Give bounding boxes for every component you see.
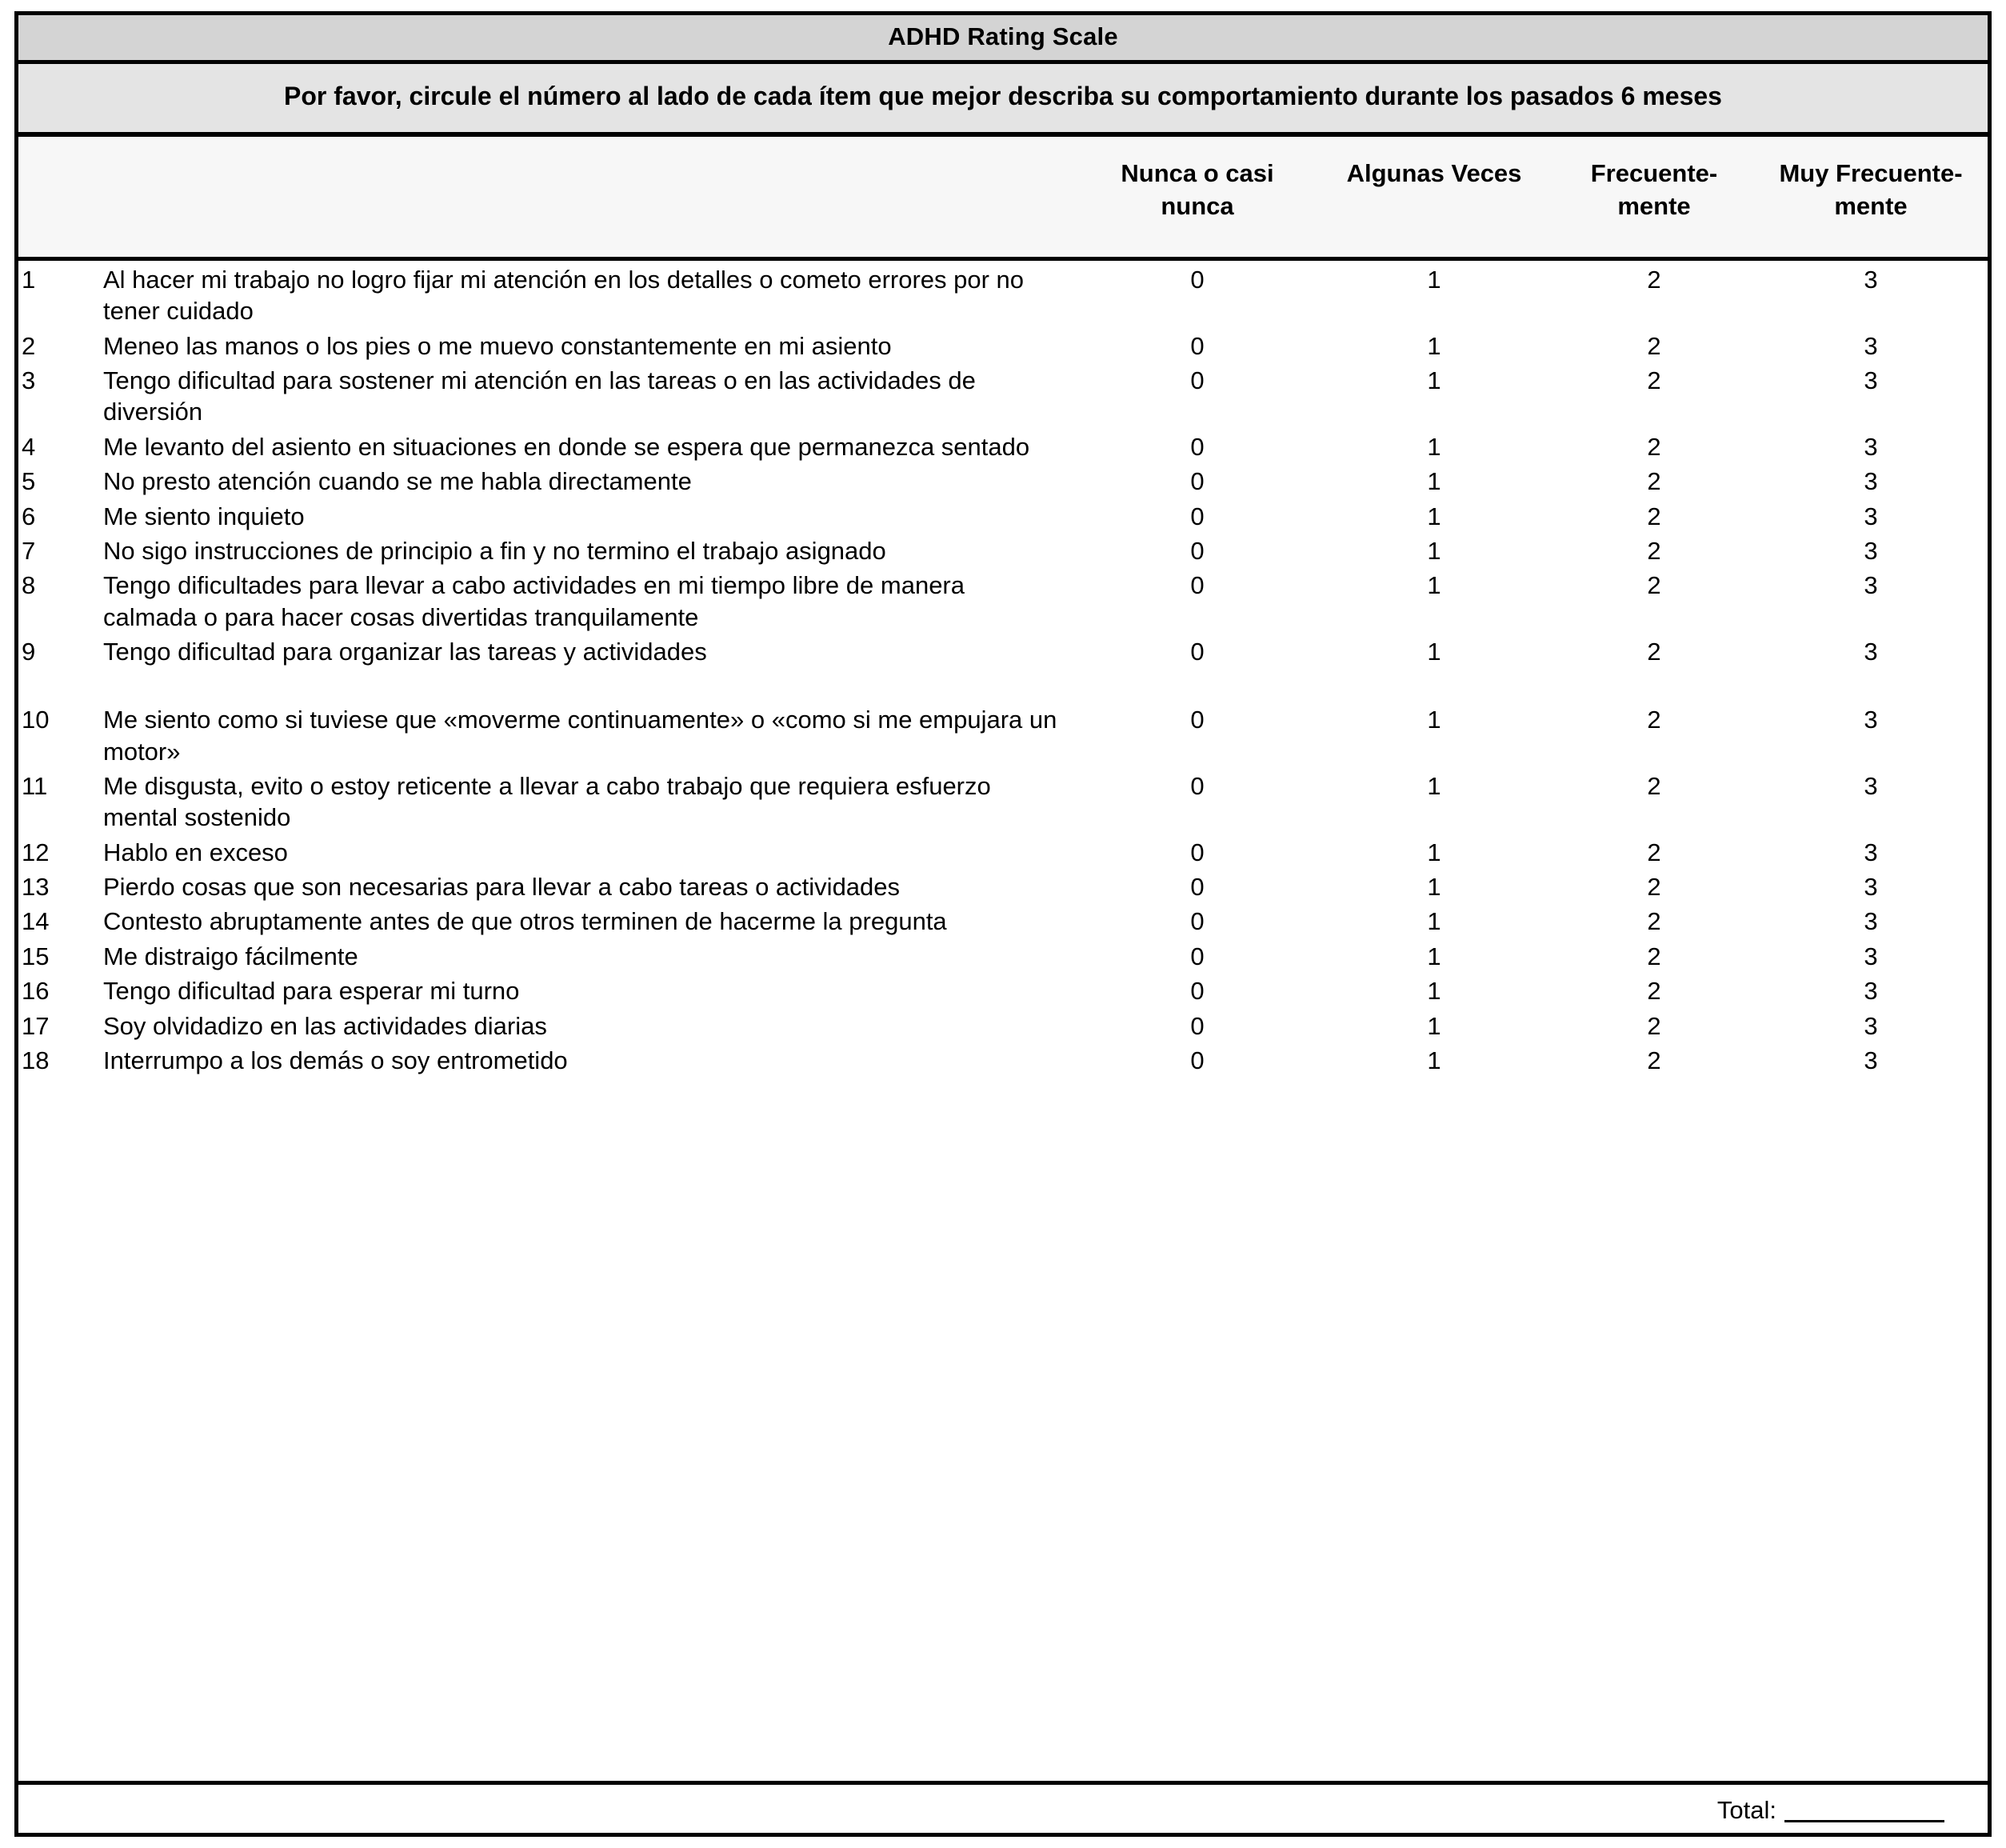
item-option-3[interactable]: 3 — [1864, 266, 1878, 294]
item-number: 15 — [22, 942, 50, 970]
item-number: 7 — [22, 536, 36, 565]
item-option-0[interactable]: 0 — [1190, 467, 1205, 496]
item-option-1[interactable]: 1 — [1427, 331, 1441, 360]
item-option-1[interactable]: 1 — [1427, 467, 1441, 496]
item-option-0[interactable]: 0 — [1190, 637, 1205, 666]
item-option-1[interactable]: 1 — [1427, 366, 1441, 395]
item-option-2[interactable]: 2 — [1647, 977, 1661, 1006]
item-row — [18, 363, 1988, 430]
item-option-1[interactable]: 1 — [1427, 873, 1441, 902]
item-option-1[interactable]: 1 — [1427, 1011, 1441, 1040]
item-option-0[interactable]: 0 — [1190, 266, 1205, 294]
item-number: 11 — [22, 772, 48, 801]
item-row — [18, 634, 1988, 702]
item-option-0[interactable]: 0 — [1190, 942, 1205, 970]
item-row — [18, 568, 1988, 634]
item-text: Hablo en exceso — [103, 838, 288, 866]
item-option-0[interactable]: 0 — [1190, 571, 1205, 600]
item-option-0[interactable]: 0 — [1190, 772, 1205, 801]
item-text: Tengo dificultades para llevar a cabo actividades en mi tiempo libre de manera calmada o para hacer cosas divertidas tranquilamente — [103, 571, 965, 631]
item-text: No presto atención cuando se me habla directamente — [103, 467, 692, 496]
item-row — [18, 430, 1988, 464]
item-option-3[interactable]: 3 — [1864, 467, 1878, 496]
item-row — [18, 1009, 1988, 1043]
item-option-2[interactable]: 2 — [1647, 331, 1661, 360]
item-option-2[interactable]: 2 — [1647, 706, 1661, 734]
item-number: 6 — [22, 502, 36, 530]
item-text: Me disgusta, evito o estoy reticente a llevar a cabo trabajo que requiera esfuerzo mental sostenido — [103, 772, 991, 832]
item-option-3[interactable]: 3 — [1864, 977, 1878, 1006]
item-number: 14 — [22, 907, 50, 936]
item-option-1[interactable]: 1 — [1427, 502, 1441, 530]
item-text: Tengo dificultad para sostener mi atención en las tareas o en las actividades de diversión — [103, 366, 976, 426]
item-row — [18, 499, 1988, 534]
column-header-never-line2: nunca — [1161, 191, 1234, 220]
total-label: Total: — [1716, 1796, 1776, 1824]
item-number: 9 — [22, 637, 36, 666]
header-number-spacer — [18, 137, 58, 257]
item-option-0[interactable]: 0 — [1190, 366, 1205, 395]
item-option-1[interactable]: 1 — [1427, 907, 1441, 936]
item-option-0[interactable]: 0 — [1190, 1011, 1205, 1040]
column-header-never-line1: Nunca o casi — [1121, 159, 1274, 187]
item-option-2[interactable]: 2 — [1647, 1046, 1661, 1074]
item-row — [18, 702, 1988, 769]
item-text: Al hacer mi trabajo no logro fijar mi atención en los detalles o cometo errores por no tener cuidado — [103, 266, 1025, 326]
item-row — [18, 769, 1988, 835]
item-number: 5 — [22, 467, 36, 496]
column-header-sometimes — [1314, 137, 1554, 257]
item-row — [18, 1043, 1988, 1078]
item-option-3[interactable]: 3 — [1864, 942, 1878, 970]
item-option-0[interactable]: 0 — [1190, 907, 1205, 936]
item-option-3[interactable]: 3 — [1864, 331, 1878, 360]
item-option-2[interactable]: 2 — [1647, 266, 1661, 294]
item-row — [18, 974, 1988, 1008]
item-option-2[interactable]: 2 — [1647, 467, 1661, 496]
item-option-3[interactable]: 3 — [1864, 706, 1878, 734]
item-option-3[interactable]: 3 — [1864, 502, 1878, 530]
total-row — [18, 1785, 1988, 1833]
item-number: 17 — [22, 1011, 50, 1040]
item-option-2[interactable]: 2 — [1647, 772, 1661, 801]
item-option-2[interactable]: 2 — [1647, 907, 1661, 936]
column-header-very-often-line2: mente — [1834, 191, 1908, 220]
item-option-0[interactable]: 0 — [1190, 536, 1205, 565]
item-option-1[interactable]: 1 — [1427, 942, 1441, 970]
item-number: 12 — [22, 838, 50, 866]
item-option-2[interactable]: 2 — [1647, 432, 1661, 461]
item-option-0[interactable]: 0 — [1190, 331, 1205, 360]
item-option-1[interactable]: 1 — [1427, 571, 1441, 600]
item-list — [18, 261, 1988, 1785]
adhd-rating-scale-form — [14, 11, 1992, 1837]
item-text: Meneo las manos o los pies o me muevo constantemente en mi asiento — [103, 331, 892, 360]
item-number: 10 — [22, 706, 50, 734]
item-option-3[interactable]: 3 — [1864, 571, 1878, 600]
item-option-3[interactable]: 3 — [1864, 907, 1878, 936]
total-input[interactable] — [1784, 1799, 1944, 1822]
form-instruction: Por favor, circule el número al lado de cada ítem que mejor describa su comportamiento durante los pasados 6 meses — [18, 64, 1988, 137]
item-option-3[interactable]: 3 — [1864, 1011, 1878, 1040]
item-number: 8 — [22, 571, 36, 600]
item-row — [18, 534, 1988, 568]
item-option-1[interactable]: 1 — [1427, 637, 1441, 666]
item-text: Me siento inquieto — [103, 502, 305, 530]
item-text: Tengo dificultad para esperar mi turno — [103, 977, 520, 1006]
item-number: 1 — [22, 266, 36, 294]
item-option-2[interactable]: 2 — [1647, 1011, 1661, 1040]
item-option-0[interactable]: 0 — [1190, 873, 1205, 902]
item-row — [18, 329, 1988, 363]
item-option-2[interactable]: 2 — [1647, 536, 1661, 565]
item-option-2[interactable]: 2 — [1647, 873, 1661, 902]
column-header-row — [18, 137, 1988, 261]
item-option-3[interactable]: 3 — [1864, 873, 1878, 902]
item-option-3[interactable]: 3 — [1864, 432, 1878, 461]
item-option-3[interactable]: 3 — [1864, 772, 1878, 801]
item-text: Interrumpo a los demás o soy entrometido — [103, 1046, 568, 1074]
item-option-2[interactable]: 2 — [1647, 942, 1661, 970]
item-option-1[interactable]: 1 — [1427, 536, 1441, 565]
item-option-0[interactable]: 0 — [1190, 1046, 1205, 1074]
item-text: Me levanto del asiento en situaciones en donde se espera que permanezca sentado — [103, 432, 1030, 461]
item-option-2[interactable]: 2 — [1647, 571, 1661, 600]
item-text: Me distraigo fácilmente — [103, 942, 358, 970]
item-row — [18, 464, 1988, 498]
item-row — [18, 904, 1988, 938]
item-text: No sigo instrucciones de principio a fin y no termino el trabajo asignado — [103, 536, 886, 565]
column-header-often-line2: mente — [1617, 191, 1691, 220]
column-header-never — [1081, 137, 1314, 257]
item-option-0[interactable]: 0 — [1190, 502, 1205, 530]
item-option-3[interactable]: 3 — [1864, 366, 1878, 395]
item-option-1[interactable]: 1 — [1427, 977, 1441, 1006]
item-number: 18 — [22, 1046, 50, 1074]
item-option-2[interactable]: 2 — [1647, 502, 1661, 530]
item-option-1[interactable]: 1 — [1427, 432, 1441, 461]
item-option-2[interactable]: 2 — [1647, 366, 1661, 395]
item-option-3[interactable]: 3 — [1864, 1046, 1878, 1074]
item-text: Me siento como si tuviese que «moverme continuamente» o «como si me empujara un motor» — [103, 706, 1057, 766]
item-text: Pierdo cosas que son necesarias para llevar a cabo tareas o actividades — [103, 873, 901, 902]
item-row — [18, 939, 1988, 974]
header-item-spacer — [58, 137, 1081, 257]
item-option-3[interactable]: 3 — [1864, 637, 1878, 666]
item-option-0[interactable]: 0 — [1190, 838, 1205, 866]
item-number: 13 — [22, 873, 50, 902]
item-option-0[interactable]: 0 — [1190, 706, 1205, 734]
item-option-1[interactable]: 1 — [1427, 266, 1441, 294]
item-number: 2 — [22, 331, 36, 360]
item-option-2[interactable]: 2 — [1647, 838, 1661, 866]
item-option-0[interactable]: 0 — [1190, 977, 1205, 1006]
item-text: Soy olvidadizo en las actividades diarias — [103, 1011, 547, 1040]
form-title: ADHD Rating Scale — [18, 15, 1988, 64]
item-text: Tengo dificultad para organizar las tareas y actividades — [103, 637, 707, 666]
item-option-2[interactable]: 2 — [1647, 637, 1661, 666]
column-header-often — [1554, 137, 1754, 257]
column-header-often-line1: Frecuente- — [1590, 159, 1718, 187]
item-option-1[interactable]: 1 — [1427, 1046, 1441, 1074]
item-option-1[interactable]: 1 — [1427, 772, 1441, 801]
column-header-sometimes-line1: Algunas Veces — [1346, 159, 1522, 187]
item-row — [18, 835, 1988, 870]
item-row — [18, 870, 1988, 904]
item-row — [18, 262, 1988, 329]
item-option-3[interactable]: 3 — [1864, 838, 1878, 866]
item-option-1[interactable]: 1 — [1427, 838, 1441, 866]
item-option-0[interactable]: 0 — [1190, 432, 1205, 461]
item-number: 3 — [22, 366, 36, 395]
item-option-3[interactable]: 3 — [1864, 536, 1878, 565]
item-option-1[interactable]: 1 — [1427, 706, 1441, 734]
item-number: 4 — [22, 432, 36, 461]
item-text: Contesto abruptamente antes de que otros terminen de hacerme la pregunta — [103, 907, 947, 936]
item-number: 16 — [22, 977, 50, 1006]
column-header-very-often — [1754, 137, 1988, 257]
column-header-very-often-line1: Muy Frecuente- — [1779, 159, 1963, 187]
